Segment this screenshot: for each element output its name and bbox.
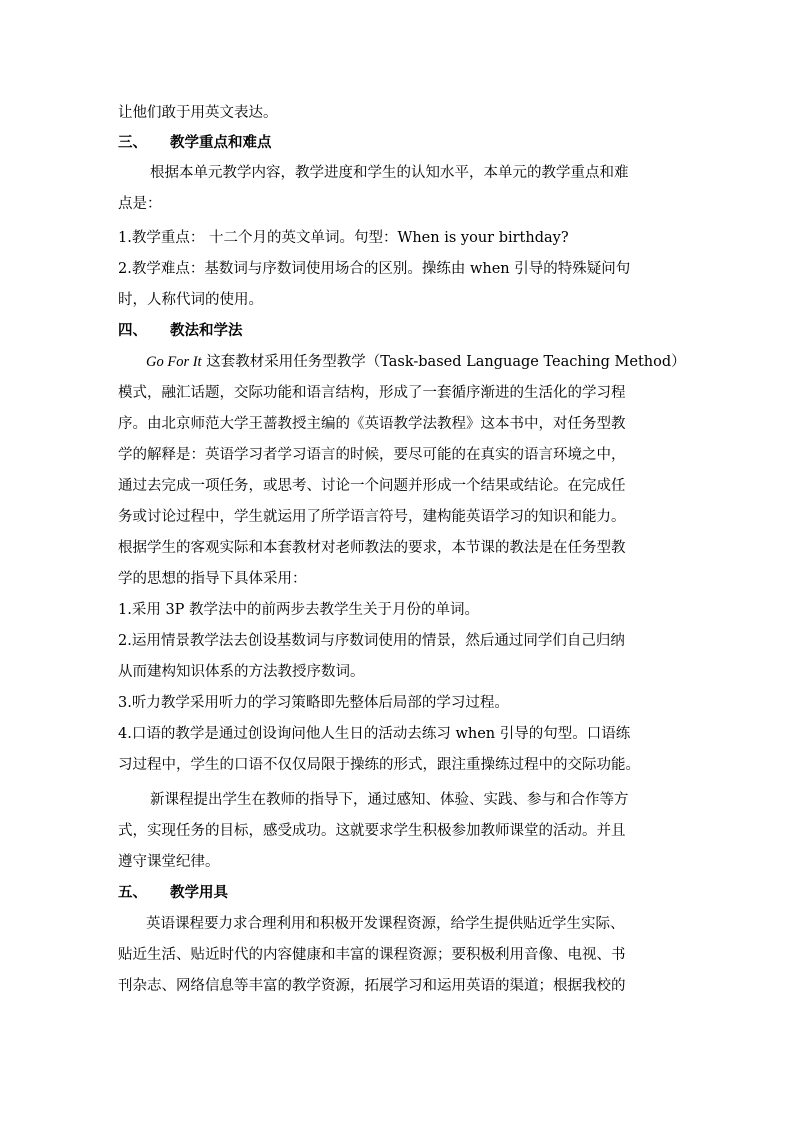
- text-line: 新课程提出学生在教师的指导下，通过感知、体验、实践、参与和合作等方: [150, 792, 629, 808]
- section-number: 三、: [118, 134, 147, 151]
- book-title: Go For It: [146, 354, 202, 370]
- text-line: 学的思想的指导下具体采用：: [118, 571, 307, 587]
- text-line: 1.采用 3P 教学法中的前两步去教学生关于月份的单词。: [118, 602, 480, 618]
- text-line: 3.听力教学采用听力的学习策略即先整体后局部的学习过程。: [118, 695, 509, 711]
- text-line: 4.口语的教学是通过创设询问他人生日的活动去练习 when 引导的句型。口语练: [118, 726, 631, 742]
- text-line: 英语课程要力求合理利用和积极开发课程资源，给学生提供贴近学生实际、: [146, 916, 625, 932]
- text-line: 习过程中，学生的口语不仅仅局限于操练的形式，跟注重操练过程中的交际功能。: [118, 757, 640, 773]
- text-line: 1.教学重点： 十二个月的英文单词。句型：When is your birthday?: [118, 230, 569, 246]
- text-line: 学的解释是：英语学习者学习语言的时候，要尽可能的在真实的语言环境之中，: [118, 447, 626, 463]
- text-line: 通过去完成一项任务，或思考、讨论一个问题并形成一个结果或结论。在完成任: [118, 478, 626, 494]
- text-line: 序。由北京师范大学王蔷教授主编的《英语教学法教程》这本书中，对任务型教: [118, 416, 626, 432]
- text-line: 2.运用情景教学法去创设基数词与序数词使用的情景，然后通过同学们自己归纳: [118, 633, 625, 649]
- section-title: 教学重点和难点: [170, 134, 272, 151]
- section-title: 教法和学法: [170, 322, 243, 339]
- text-line: 让他们敢于用英文表达。: [118, 105, 278, 121]
- text-line: 刊杂志、网络信息等丰富的教学资源，拓展学习和运用英语的渠道；根据我校的: [118, 978, 626, 994]
- text-line: 遵守课堂纪律。: [118, 854, 220, 870]
- text-line: 务或讨论过程中，学生就运用了所学语言符号，建构能英语学习的知识和能力。: [118, 509, 626, 525]
- section-heading-3: [118, 133, 272, 153]
- section-heading-4: [118, 321, 243, 341]
- section-number: 五、: [118, 884, 147, 901]
- text-line: 点是：: [118, 196, 162, 212]
- text-line: 贴近生活、贴近时代的内容健康和丰富的课程资源；要积极利用音像、电视、书: [118, 947, 626, 963]
- section-heading-5: [118, 883, 228, 903]
- text-line: 2.教学难点：基数词与序数词使用场合的区别。操练由 when 引导的特殊疑问句: [118, 261, 631, 277]
- section-number: 四、: [118, 322, 147, 339]
- text-span: 这套教材采用任务型教学（Task-based Language Teaching Method）: [201, 354, 686, 370]
- section-title: 教学用具: [170, 884, 228, 901]
- text-line: 从而建构知识体系的方法教授序数词。: [118, 664, 365, 680]
- text-line: 式，实现任务的目标，感受成功。这就要求学生积极参加教师课堂的活动。并且: [118, 823, 626, 839]
- text-line: 模式，融汇话题，交际功能和语言结构，形成了一套循序渐进的生活化的学习程: [118, 385, 626, 401]
- text-line: 根据学生的客观实际和本套教材对老师教法的要求，本节课的教法是在任务型教: [118, 540, 626, 556]
- text-line: 根据本单元教学内容，教学进度和学生的认知水平，本单元的教学重点和难: [150, 165, 629, 181]
- text-line: [146, 352, 686, 372]
- text-line: 时，人称代词的使用。: [118, 292, 263, 308]
